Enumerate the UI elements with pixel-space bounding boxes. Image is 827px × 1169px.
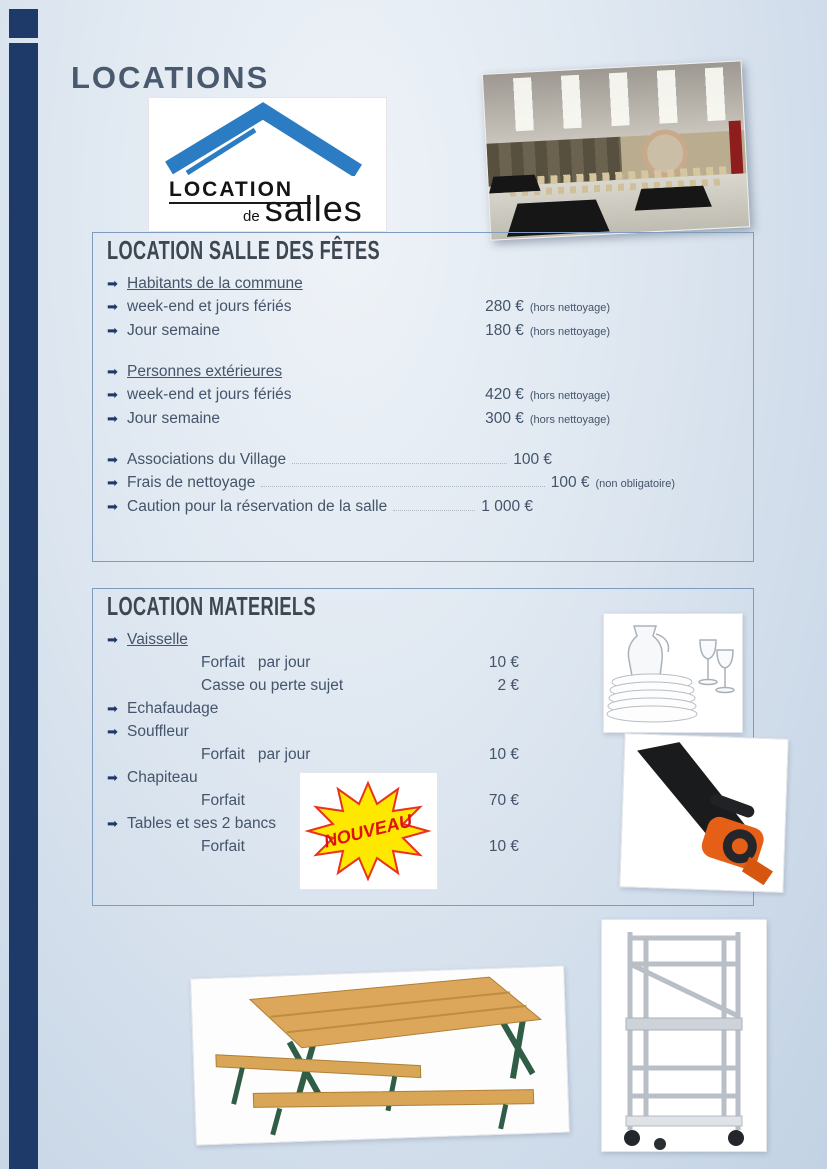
- arrow-bullet-icon: ➡: [107, 276, 118, 291]
- row-label: Frais de nettoyage: [127, 474, 256, 491]
- price-row: [107, 298, 610, 317]
- price-row: [107, 451, 552, 469]
- dotted-leader: [261, 486, 544, 487]
- arrow-bullet-icon: ➡: [107, 299, 118, 314]
- arrow-bullet-icon: ➡: [107, 632, 118, 647]
- vaisselle-photo: [603, 613, 743, 733]
- section-location-salle: [92, 232, 754, 562]
- row-label: Forfait par jour: [201, 654, 311, 671]
- price-row: [107, 746, 519, 764]
- roof-icon: [155, 102, 380, 176]
- salle-des-fetes-photo: [482, 60, 750, 240]
- row-label: Jour semaine: [127, 410, 221, 427]
- spacer: [107, 434, 753, 451]
- spacer: [107, 346, 753, 363]
- starburst-icon: [300, 773, 437, 889]
- row-label: week-end et jours fériés: [127, 298, 292, 315]
- arrow-bullet-icon: ➡: [107, 475, 118, 490]
- arrow-bullet-icon: ➡: [107, 452, 118, 467]
- price-row: [107, 322, 610, 341]
- row-price: 2 €: [497, 677, 519, 694]
- row-label: Chapiteau: [127, 769, 198, 786]
- price-row: [107, 474, 675, 493]
- arrow-bullet-icon: ➡: [107, 724, 118, 739]
- section-salle-title: LOCATION SALLE DES FÊTES: [107, 235, 380, 265]
- scaffold-wheel: [624, 1130, 640, 1146]
- section-materiels-title: LOCATION MATERIELS: [107, 591, 316, 621]
- logo-text-location: LOCATION: [169, 178, 294, 201]
- row-note: (hors nettoyage): [529, 302, 610, 314]
- logo-text-de: de: [243, 208, 260, 225]
- row-label: Forfait: [201, 838, 245, 855]
- logo-line2: [243, 188, 363, 230]
- blower-illustration: [620, 734, 787, 892]
- row-label: Forfait: [201, 792, 245, 809]
- row-price: 180 €: [485, 322, 524, 339]
- souffleur-photo: [619, 733, 788, 893]
- row-price: 280 €: [485, 298, 524, 315]
- row-label: Echafaudage: [127, 700, 219, 717]
- row-label: Tables et ses 2 bancs: [127, 815, 277, 832]
- row-label: Jour semaine: [127, 322, 221, 339]
- photo-black-table: [488, 174, 540, 193]
- scaffold-wheel: [728, 1130, 744, 1146]
- row-label: week-end et jours fériés: [127, 386, 292, 403]
- scaffold-wheel: [654, 1138, 666, 1150]
- row-price: 10 €: [488, 838, 519, 855]
- nouveau-badge: [299, 772, 438, 890]
- tables-bancs-photo: [190, 966, 570, 1146]
- row-label: Personnes extérieures: [127, 363, 283, 380]
- price-row: [107, 677, 519, 695]
- row-label: Souffleur: [127, 723, 189, 740]
- row-label: Habitants de la commune: [127, 275, 303, 292]
- row-label: Associations du Village: [127, 451, 287, 468]
- left-accent-bar: [9, 43, 38, 1169]
- row-price: 300 €: [485, 410, 524, 427]
- echafaudage-photo: [601, 919, 767, 1152]
- arrow-bullet-icon: ➡: [107, 387, 118, 402]
- logo-text-salles: salles: [264, 188, 363, 229]
- row-price: 1 000 €: [481, 498, 533, 515]
- row-note: (hors nettoyage): [529, 414, 610, 426]
- scaffold-toeboard: [626, 1116, 742, 1126]
- plate-stack: [607, 674, 697, 722]
- row-label: Vaisselle: [127, 631, 188, 648]
- arrow-bullet-icon: ➡: [107, 364, 118, 379]
- scaffold-platform: [626, 1018, 742, 1030]
- row-note: (hors nettoyage): [529, 326, 610, 338]
- row-note: (hors nettoyage): [529, 390, 610, 402]
- dishes-illustration: [604, 614, 742, 732]
- price-row: [107, 410, 610, 429]
- row-price: 10 €: [488, 746, 519, 763]
- price-row: [107, 386, 610, 405]
- dotted-leader: [292, 463, 507, 464]
- photo-black-table: [634, 185, 712, 210]
- nouveau-text: NOUVEAU: [321, 810, 415, 852]
- row-note: (non obligatoire): [595, 478, 675, 490]
- row-price: 100 €: [513, 451, 552, 468]
- location-salles-logo: [148, 97, 387, 232]
- price-row: [107, 654, 519, 672]
- left-accent-square: [9, 9, 38, 38]
- arrow-bullet-icon: ➡: [107, 411, 118, 426]
- row-price: 70 €: [488, 792, 519, 809]
- row-label: Casse ou perte sujet: [201, 677, 344, 694]
- group-header-row: [107, 363, 753, 381]
- arrow-bullet-icon: ➡: [107, 770, 118, 785]
- group-header-row: [107, 275, 753, 293]
- scaffold-illustration: [602, 920, 766, 1151]
- row-label: Forfait par jour: [201, 746, 311, 763]
- arrow-bullet-icon: ➡: [107, 323, 118, 338]
- tableset-illustration: [191, 967, 569, 1145]
- dotted-leader: [393, 510, 475, 511]
- arrow-bullet-icon: ➡: [107, 701, 118, 716]
- row-price: 420 €: [485, 386, 524, 403]
- arrow-bullet-icon: ➡: [107, 499, 118, 514]
- page-title: LOCATIONS: [71, 60, 270, 95]
- row-price: 100 €: [550, 474, 590, 491]
- arrow-bullet-icon: ➡: [107, 816, 118, 831]
- row-price: 10 €: [488, 654, 519, 671]
- row-label: Caution pour la réservation de la salle: [127, 498, 388, 515]
- price-row: [107, 498, 533, 516]
